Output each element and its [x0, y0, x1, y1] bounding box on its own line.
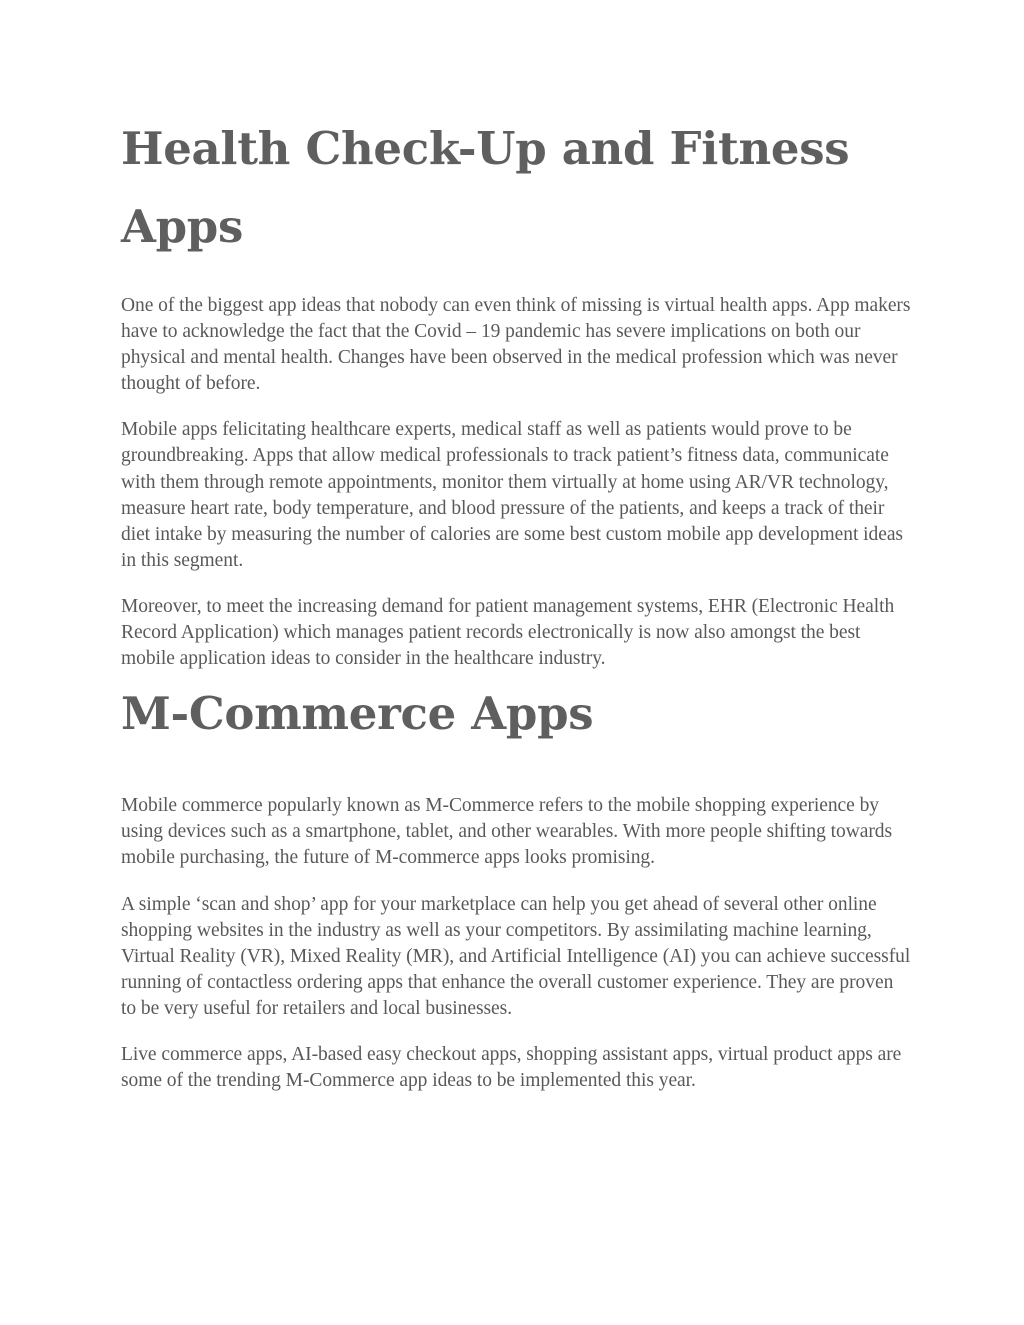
document-page: [121, 110, 911, 1094]
section-body-m-commerce: [121, 793, 911, 1094]
paragraph: Mobile apps felicitating healthcare experts, medical staff as well as patients would prove to be groundbreaking. Apps that allow medical professionals to track patient’s fitness data, communicate with them through remote appointments, monitor them virtually at home using AR/VR technology, measure heart rate, body temperature, and blood pressure of the patients, and keeps a track of their diet intake by measuring the number of calories are some best custom mobile app development ideas in this segment.: [121, 419, 903, 571]
paragraph: Mobile commerce popularly known as M-Commerce refers to the mobile shopping experience by using devices such as a smartphone, tablet, and other wearables. With more people shifting towards mobile purchasing, the future of M-commerce apps looks promising.: [121, 795, 893, 869]
section-heading-health-fitness: Health Check-Up and Fitness Apps: [121, 122, 850, 253]
paragraph: Moreover, to meet the increasing demand for patient management systems, EHR (Electronic Health Record Application) which manages patient records electronically is now also amongst the best mobile application ideas to consider in the healthcare industry.: [121, 595, 895, 670]
paragraph: A simple ‘scan and shop’ app for your marketplace can help you get ahead of several other online shopping websites in the industry as well as your competitors. By assimilating machine learning, Virtual Reality (VR), Mixed Reality (MR), and Artificial Intelligence (AI) you can achieve successful running of contactless ordering apps that enhance the overall customer experience. They are proven to be very useful for retailers and local businesses.: [121, 893, 911, 1019]
section-heading-m-commerce: M-Commerce Apps: [121, 687, 594, 741]
paragraph: Live commerce apps, AI-based easy checkout apps, shopping assistant apps, virtual product apps are some of the trending M-Commerce app ideas to be implemented this year.: [121, 1043, 902, 1092]
paragraph: One of the biggest app ideas that nobody can even think of missing is virtual health apps. App makers have to acknowledge the fact that the Covid – 19 pandemic has severe implications on both our physical and mental health. Changes have been observed in the medical profession which was never thought of before.: [121, 295, 911, 395]
section-body-health-fitness: [121, 293, 911, 672]
